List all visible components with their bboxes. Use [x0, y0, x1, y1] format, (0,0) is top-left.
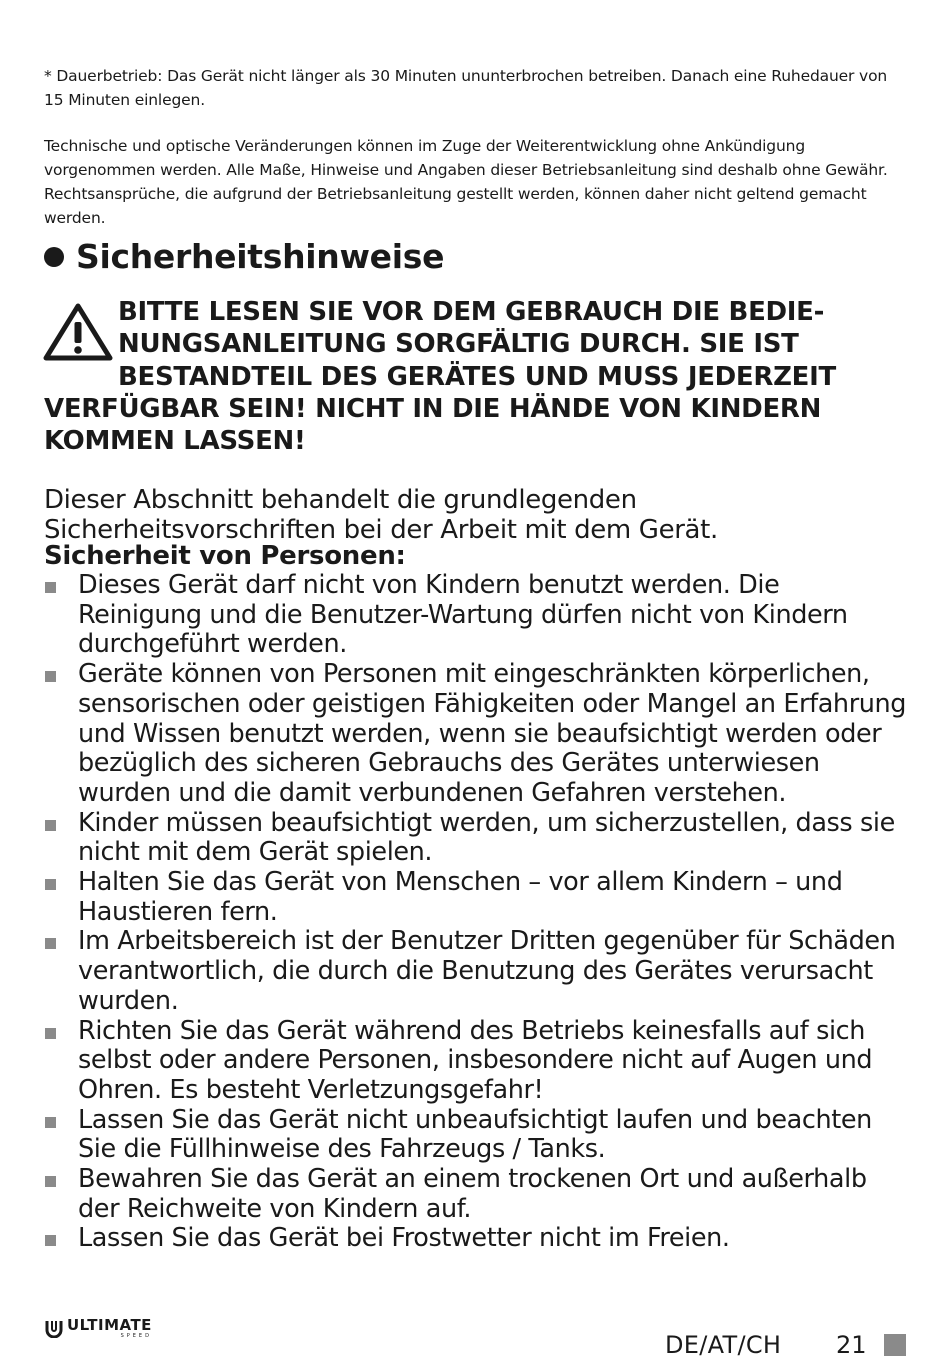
warning-line: BITTE LESEN SIE VOR DEM GEBRAUCH DIE BEDIE- — [118, 297, 825, 327]
bullet-square-icon — [45, 1235, 56, 1246]
bullet-square-icon — [45, 1028, 56, 1039]
warning-line: VERFÜGBAR SEIN! NICHT IN DIE HÄNDE VON KINDERN — [44, 394, 822, 424]
warning-line: BESTANDTEIL DES GERÄTES UND MUSS JEDERZEIT — [118, 362, 836, 392]
list-item-text: Bewahren Sie das Gerät an einem trockenen Ort und außerhalb der Reichweite von Kindern auf. — [78, 1164, 867, 1224]
bullet-square-icon — [45, 671, 56, 682]
list-item — [44, 571, 910, 660]
list-item-text: Halten Sie das Gerät von Menschen – vor allem Kindern – und Haustieren fern. — [78, 867, 843, 927]
heading-bullet-icon — [44, 247, 64, 267]
bullet-square-icon — [45, 582, 56, 593]
list-item — [44, 1224, 910, 1254]
warning-line: KOMMEN LASSEN! — [44, 426, 306, 456]
list-item-text: Im Arbeitsbereich ist der Benutzer Dritten gegenüber für Schäden verantwortlich, die durch die Benutzung des Gerätes verursacht wurden. — [78, 926, 896, 1016]
list-item — [44, 868, 910, 927]
bullet-square-icon — [45, 820, 56, 831]
list-item — [44, 1165, 910, 1224]
bullet-square-icon — [45, 938, 56, 949]
logo-text: ULTIMATE — [67, 1316, 152, 1334]
page-marker-square — [884, 1334, 906, 1356]
ultimate-speed-logo-icon — [44, 1318, 64, 1338]
list-item-text: Geräte können von Personen mit eingeschränkten körperlichen, sensorischen oder geistigen Fähigkeiten oder Mangel an Erfahrung und Wissen benutzt werden, wenn sie beaufsichtigt werden oder bezüglich des sicheren Gebrauchs des Gerätes unterwiesen wurden und die damit verbundenen Gefahren verstehen. — [78, 659, 907, 808]
list-item-text: Kinder müssen beaufsichtigt werden, um sicherzustellen, dass sie nicht mit dem Gerät spielen. — [78, 807, 895, 868]
warning-triangle-icon — [43, 302, 113, 362]
list-item — [44, 1106, 910, 1165]
technical-notice: Technische und optische Veränderungen können im Zuge der Weiterentwicklung ohne Ankündigung vorgenommen werden. Alle Maße, Hinweise und Angaben dieser Betriebsanleitung sind deshalb ohne Gewähr. Rechtsansprüche, die aufgrund der Betriebsanleitung gestellt werden, können daher nicht geltend gemacht werden. — [44, 137, 888, 227]
list-item — [44, 927, 910, 1016]
list-item-text: Lassen Sie das Gerät nicht unbeaufsichtigt laufen und beachten Sie die Füllhinweise des Fahrzeugs / Tanks. — [78, 1104, 872, 1165]
list-item-text: Richten Sie das Gerät während des Betriebs keinesfalls auf sich selbst oder andere Personen, insbesondere nicht auf Augen und Ohren. Es besteht Verletzungsgefahr! — [78, 1015, 873, 1105]
region-label: DE/AT/CH — [665, 1331, 782, 1359]
warning-line: NUNGSANLEITUNG SORGFÄLTIG DURCH. SIE IST — [118, 329, 799, 359]
page-number: 21 — [836, 1331, 867, 1359]
subheading: Sicherheit von Personen: — [44, 541, 406, 571]
bullet-square-icon — [45, 879, 56, 890]
bullet-square-icon — [45, 1117, 56, 1128]
list-item-text: Dieses Gerät darf nicht von Kindern benutzt werden. Die Reinigung und die Benutzer-Wartung dürfen nicht von Kindern durchgeführt werden. — [78, 570, 848, 660]
list-item — [44, 1017, 910, 1106]
section-heading — [44, 232, 444, 282]
brand-logo — [44, 1317, 152, 1339]
list-item-text: Lassen Sie das Gerät bei Frostwetter nicht im Freien. — [78, 1223, 730, 1254]
intro-paragraph: Dieser Abschnitt behandelt die grundlegenden Sicherheitsvorschriften bei der Arbeit mit dem Gerät. — [44, 485, 718, 545]
logo-subtext: SPEED — [120, 1333, 152, 1339]
footnote: * Dauerbetrieb: Das Gerät nicht länger als 30 Minuten ununterbrochen betreiben. Danach eine Ruhedauer von 15 Minuten einlegen. — [44, 67, 888, 109]
section-title: Sicherheitshinweise — [76, 237, 445, 276]
safety-list — [44, 571, 910, 1254]
bullet-square-icon — [45, 1176, 56, 1187]
list-item — [44, 809, 910, 868]
list-item — [44, 660, 910, 809]
